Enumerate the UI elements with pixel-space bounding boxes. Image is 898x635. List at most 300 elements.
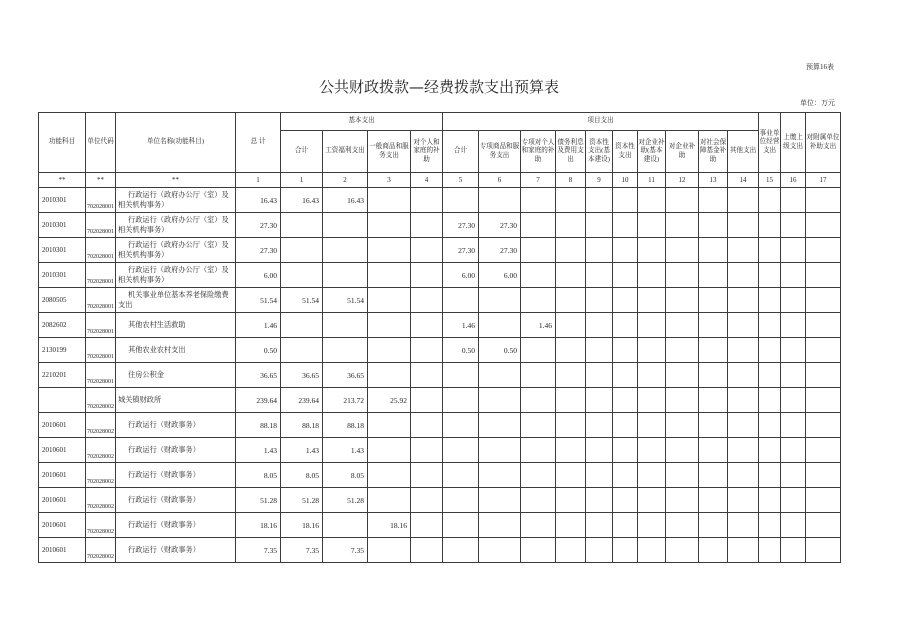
amount-cell [666,513,699,538]
amount-cell [556,288,586,313]
table-row [39,338,841,363]
amount-cell [521,488,556,513]
amount-cell [806,338,841,363]
amount-cell [443,513,479,538]
amount-cell [806,413,841,438]
amount-cell [781,213,806,238]
amount-cell [806,363,841,388]
header-subsidiary-subsidy: 对附属单位补助支出 [806,113,841,173]
header-row-numbers [39,173,841,188]
amount-cell [368,413,411,438]
amount-cell [759,513,781,538]
column-number-cell: 1 [236,173,281,188]
amount-cell [443,388,479,413]
amount-cell: 27.30 [479,238,521,263]
func-code-cell: 2010601 [39,538,86,563]
header-unit-code: 单位代码 [86,113,116,173]
amount-cell [479,463,521,488]
header-basic-group: 基本支出 [281,113,443,131]
amount-cell [759,463,781,488]
amount-cell [699,188,728,213]
amount-cell [666,263,699,288]
amount-cell: 8.05 [236,463,281,488]
amount-cell [281,313,323,338]
amount-cell [411,238,443,263]
amount-cell [666,288,699,313]
amount-cell [323,263,368,288]
amount-cell [368,338,411,363]
amount-cell [411,338,443,363]
amount-cell [521,388,556,413]
amount-cell [586,463,613,488]
amount-cell [281,338,323,363]
amount-cell [556,338,586,363]
amount-cell [521,238,556,263]
amount-cell [368,488,411,513]
amount-cell [479,438,521,463]
amount-cell [479,488,521,513]
amount-cell: 7.35 [236,538,281,563]
table-row [39,313,841,338]
column-number-cell: 7 [521,173,556,188]
amount-cell [781,238,806,263]
amount-cell [521,438,556,463]
amount-cell: 239.64 [281,388,323,413]
amount-cell: 51.54 [323,288,368,313]
amount-cell [479,188,521,213]
amount-cell [613,463,638,488]
document-tag: 预算16表 [806,63,834,71]
amount-cell [699,263,728,288]
amount-cell [368,363,411,388]
amount-cell: 18.16 [368,513,411,538]
table-row [39,188,841,213]
amount-cell [728,263,759,288]
header-project-household-subsidy: 专项对个人和家庭的补助 [521,131,556,173]
amount-cell [613,288,638,313]
amount-cell [759,263,781,288]
amount-cell: 27.30 [443,213,479,238]
amount-cell [806,463,841,488]
func-code-cell [39,388,86,413]
table-row [39,538,841,563]
amount-cell [443,288,479,313]
amount-cell: 51.28 [281,488,323,513]
func-code-cell: 2010301 [39,188,86,213]
amount-cell [806,388,841,413]
amount-cell [759,313,781,338]
amount-cell [638,388,666,413]
amount-cell [781,413,806,438]
column-number-cell: 3 [368,173,411,188]
unit-code-cell: 702028002 [86,488,116,513]
amount-cell: 25.92 [368,388,411,413]
amount-cell [699,488,728,513]
amount-cell [613,188,638,213]
amount-cell [521,413,556,438]
amount-cell [411,463,443,488]
column-number-cell: 1 [281,173,323,188]
amount-cell [586,363,613,388]
header-remit-superior: 上缴上级支出 [781,113,806,173]
amount-cell [728,363,759,388]
amount-cell [613,538,638,563]
column-number-cell: 12 [666,173,699,188]
header-project-social-security: 对社会保障基金补助 [699,131,728,173]
amount-cell [556,188,586,213]
amount-cell [759,238,781,263]
amount-cell [638,288,666,313]
amount-cell: 51.28 [236,488,281,513]
amount-cell [479,388,521,413]
amount-cell [368,238,411,263]
amount-cell: 27.30 [236,238,281,263]
amount-cell [781,388,806,413]
amount-cell: 7.35 [281,538,323,563]
unit-name-cell: 城关镇财政所 [116,388,236,413]
header-project-other: 其他支出 [728,131,759,173]
amount-cell: 16.43 [281,188,323,213]
column-number-cell: 13 [699,173,728,188]
amount-cell [586,538,613,563]
amount-cell [759,338,781,363]
func-code-cell: 2082602 [39,313,86,338]
amount-cell [728,338,759,363]
amount-cell [586,263,613,288]
amount-cell: 0.50 [443,338,479,363]
header-project-debt-interest: 债务利息及费用支出 [556,131,586,173]
amount-cell [586,513,613,538]
amount-cell: 6.00 [236,263,281,288]
amount-cell [411,513,443,538]
column-number-cell: 16 [781,173,806,188]
amount-cell [479,363,521,388]
amount-cell [759,438,781,463]
amount-cell [368,438,411,463]
amount-cell: 51.54 [281,288,323,313]
amount-cell [806,513,841,538]
budget-table [38,112,841,563]
amount-cell [281,213,323,238]
amount-cell [613,363,638,388]
unit-name-cell: 机关事业单位基本养老保险缴费支出 [116,288,236,313]
amount-cell [443,363,479,388]
amount-cell [666,238,699,263]
table-row [39,238,841,263]
amount-cell [781,538,806,563]
table-row [39,438,841,463]
amount-cell: 1.46 [521,313,556,338]
amount-cell [556,413,586,438]
amount-cell [323,513,368,538]
amount-cell: 6.00 [443,263,479,288]
amount-cell [728,388,759,413]
amount-cell [781,263,806,288]
amount-cell [443,538,479,563]
amount-cell [781,513,806,538]
amount-cell [368,213,411,238]
amount-cell [556,538,586,563]
amount-cell: 1.46 [443,313,479,338]
func-code-cell: 2010601 [39,438,86,463]
unit-name-cell: 行政运行（财政事务） [116,463,236,488]
func-code-cell: 2130199 [39,338,86,363]
amount-cell [699,238,728,263]
header-unit-name: 单位名称(功能科目) [116,113,236,173]
amount-cell: 7.35 [323,538,368,563]
column-number-cell: ** [116,173,236,188]
column-number-cell: 11 [638,173,666,188]
amount-cell [638,538,666,563]
unit-name-cell: 行政运行（政府办公厅（室）及相关机构事务） [116,213,236,238]
column-number-cell: 2 [323,173,368,188]
amount-cell [521,538,556,563]
amount-cell [411,288,443,313]
amount-cell [556,488,586,513]
amount-cell [781,188,806,213]
func-code-cell: 2010301 [39,238,86,263]
unit-code-cell: 702028001 [86,338,116,363]
amount-cell [781,313,806,338]
amount-cell: 1.43 [323,438,368,463]
amount-cell: 16.43 [323,188,368,213]
amount-cell [411,313,443,338]
amount-cell [411,538,443,563]
unit-name-cell: 行政运行（财政事务） [116,413,236,438]
amount-cell [781,363,806,388]
unit-name-cell: 行政运行（政府办公厅（室）及相关机构事务） [116,238,236,263]
amount-cell [521,363,556,388]
amount-cell [666,438,699,463]
header-basic-household-subsidy: 对个人和家庭的补助 [411,131,443,173]
unit-code-cell: 702028001 [86,363,116,388]
unit-name-cell: 行政运行（财政事务） [116,438,236,463]
amount-cell [638,363,666,388]
amount-cell [728,513,759,538]
unit-code-cell: 702028002 [86,463,116,488]
table-row [39,213,841,238]
amount-cell: 0.50 [236,338,281,363]
unit-code-cell: 702028002 [86,538,116,563]
amount-cell [586,288,613,313]
amount-cell [479,513,521,538]
unit-code-cell: 702028002 [86,388,116,413]
amount-cell [699,313,728,338]
amount-cell [759,413,781,438]
amount-cell: 51.28 [323,488,368,513]
amount-cell [699,438,728,463]
amount-cell: 6.00 [479,263,521,288]
amount-cell: 36.65 [281,363,323,388]
column-number-cell: 17 [806,173,841,188]
amount-cell [666,213,699,238]
amount-cell [666,488,699,513]
amount-cell: 0.50 [479,338,521,363]
amount-cell: 239.64 [236,388,281,413]
amount-cell [479,538,521,563]
amount-cell [586,338,613,363]
amount-cell [699,388,728,413]
amount-cell [806,438,841,463]
amount-cell [586,388,613,413]
amount-cell: 213.72 [323,388,368,413]
amount-cell [728,238,759,263]
amount-cell [613,338,638,363]
amount-cell [411,413,443,438]
amount-cell [666,463,699,488]
amount-cell [728,288,759,313]
amount-cell [521,463,556,488]
unit-name-cell: 其他农村生活救助 [116,313,236,338]
amount-cell [411,438,443,463]
amount-cell: 8.05 [281,463,323,488]
amount-cell [556,438,586,463]
amount-cell [586,413,613,438]
unit-code-cell: 702028001 [86,188,116,213]
amount-cell [699,463,728,488]
amount-cell [613,263,638,288]
amount-cell [638,213,666,238]
amount-cell [666,363,699,388]
amount-cell: 1.43 [281,438,323,463]
amount-cell [443,463,479,488]
table-row [39,288,841,313]
table-row [39,363,841,388]
amount-cell [323,313,368,338]
amount-cell [781,338,806,363]
amount-cell [443,413,479,438]
amount-cell [638,313,666,338]
amount-cell [411,488,443,513]
header-project-capital: 资本性支出 [613,131,638,173]
table-row [39,263,841,288]
amount-cell [443,188,479,213]
amount-cell [586,213,613,238]
amount-cell [806,313,841,338]
amount-cell [586,488,613,513]
amount-cell [759,388,781,413]
unit-code-cell: 702028002 [86,413,116,438]
amount-cell [479,313,521,338]
amount-cell [586,188,613,213]
unit-label: 单位：万元 [800,99,835,107]
header-basic-wages: 工资福利支出 [323,131,368,173]
amount-cell [613,513,638,538]
header-project-total: 合计 [443,131,479,173]
amount-cell [556,363,586,388]
amount-cell [638,188,666,213]
amount-cell [638,413,666,438]
amount-cell [556,463,586,488]
amount-cell [699,213,728,238]
unit-code-cell: 702028001 [86,313,116,338]
amount-cell [368,288,411,313]
amount-cell: 16.43 [236,188,281,213]
unit-name-cell: 住房公积金 [116,363,236,388]
unit-code-cell: 702028002 [86,513,116,538]
amount-cell [728,188,759,213]
amount-cell [699,513,728,538]
amount-cell [806,288,841,313]
amount-cell [638,263,666,288]
amount-cell [728,413,759,438]
amount-cell [806,188,841,213]
amount-cell: 88.18 [281,413,323,438]
unit-code-cell: 702028002 [86,438,116,463]
amount-cell [613,238,638,263]
amount-cell [638,463,666,488]
amount-cell [613,388,638,413]
amount-cell [556,238,586,263]
column-number-cell: ** [86,173,116,188]
unit-name-cell: 行政运行（政府办公厅（室）及相关机构事务） [116,188,236,213]
amount-cell [666,188,699,213]
header-project-group: 项目支出 [443,113,759,131]
amount-cell [556,213,586,238]
amount-cell: 8.05 [323,463,368,488]
amount-cell [586,438,613,463]
amount-cell [443,488,479,513]
amount-cell: 18.16 [236,513,281,538]
amount-cell [759,538,781,563]
func-code-cell: 2210201 [39,363,86,388]
unit-code-cell: 702028001 [86,288,116,313]
column-number-cell: ** [39,173,86,188]
func-code-cell: 2080505 [39,288,86,313]
header-project-enterprise-subsidy: 对企业补助 [666,131,699,173]
unit-name-cell: 行政运行（政府办公厅（室）及相关机构事务） [116,263,236,288]
amount-cell: 88.18 [323,413,368,438]
amount-cell [638,513,666,538]
unit-code-cell: 702028001 [86,238,116,263]
amount-cell [806,238,841,263]
amount-cell [638,438,666,463]
amount-cell [806,538,841,563]
column-number-cell: 5 [443,173,479,188]
amount-cell [521,263,556,288]
header-project-enterprise-construction: 对企业补助(基本建设) [638,131,666,173]
amount-cell [323,213,368,238]
column-number-cell: 4 [411,173,443,188]
amount-cell [368,463,411,488]
page-title: 公共财政拨款—经费拨款支出预算表 [318,78,559,96]
unit-name-cell: 行政运行（财政事务） [116,488,236,513]
amount-cell [699,363,728,388]
header-business-expense: 事业单位经营支出 [759,113,781,173]
amount-cell: 1.46 [236,313,281,338]
amount-cell [586,238,613,263]
amount-cell [323,238,368,263]
header-basic-total: 合计 [281,131,323,173]
amount-cell [666,413,699,438]
unit-code-cell: 702028001 [86,263,116,288]
amount-cell [781,288,806,313]
amount-cell [728,313,759,338]
column-number-cell: 9 [586,173,613,188]
amount-cell [521,213,556,238]
table-row [39,513,841,538]
amount-cell [759,488,781,513]
amount-cell: 27.30 [236,213,281,238]
amount-cell: 1.43 [236,438,281,463]
header-func-code: 功能科目 [39,113,86,173]
amount-cell [759,363,781,388]
amount-cell [638,338,666,363]
column-number-cell: 14 [728,173,759,188]
header-total: 总 计 [236,113,281,173]
amount-cell [281,263,323,288]
amount-cell [728,438,759,463]
